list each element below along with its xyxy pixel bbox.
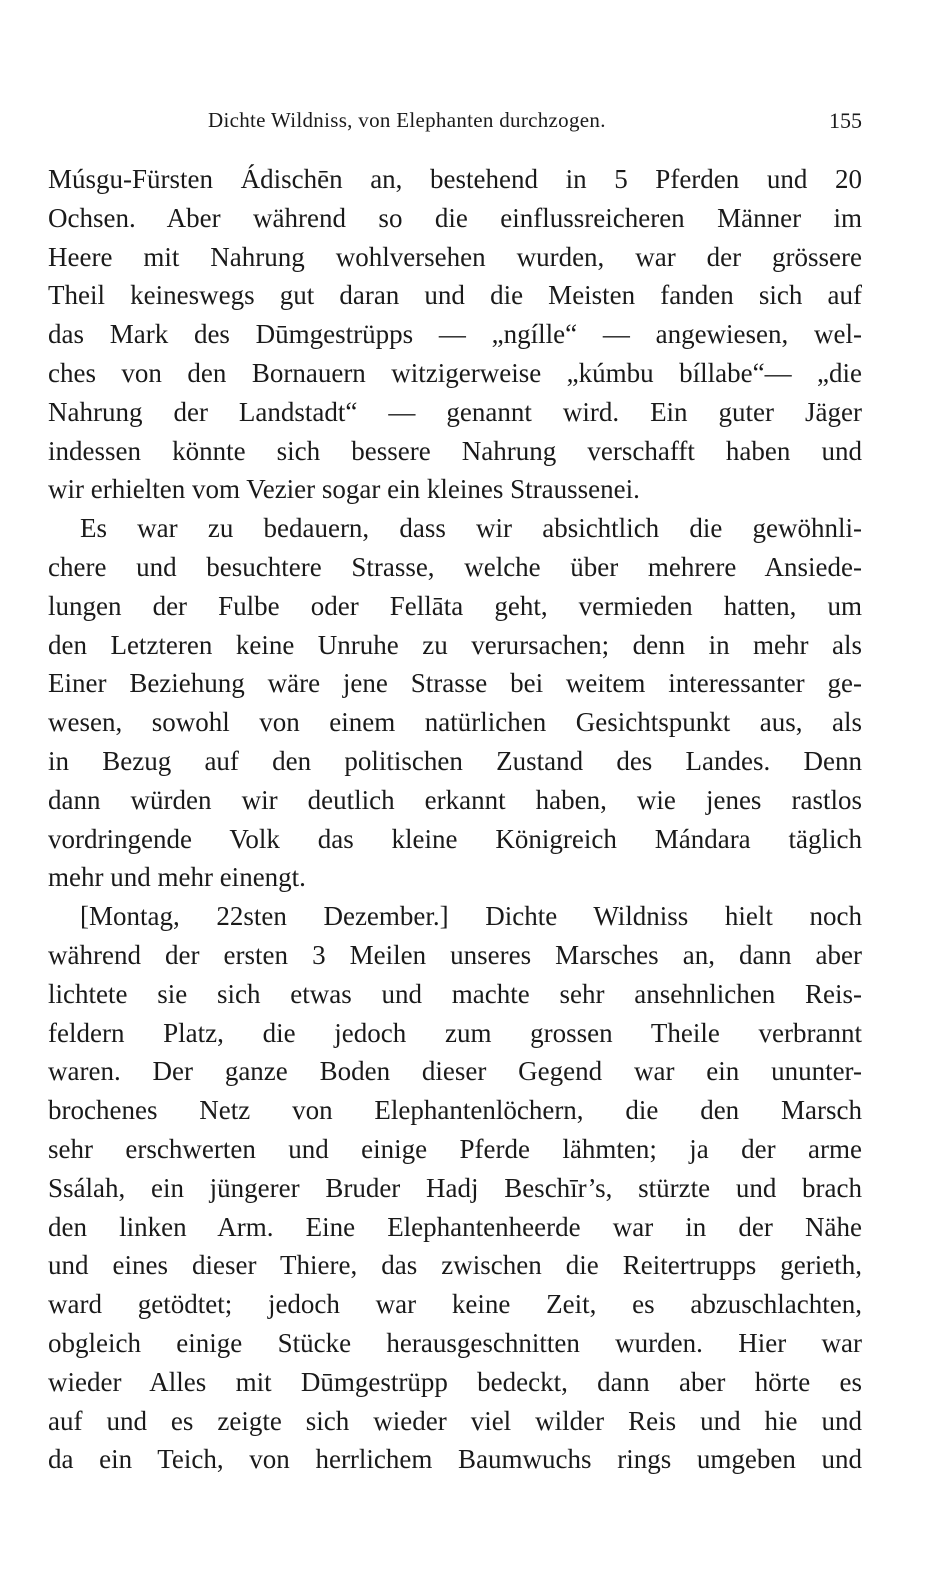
- text-line: ward getödtet; jedoch war keine Zeit, es abzuschlachten,: [48, 1289, 862, 1320]
- text-line: Músgu-Fürsten Ádischēn an, bestehend in 5 Pferden und 20: [48, 164, 862, 194]
- text-line: den Letzteren keine Unruhe zu verursachen; denn in mehr als: [48, 629, 862, 660]
- page-number: 155: [829, 108, 862, 133]
- paragraph-1: [48, 160, 862, 509]
- text-line: obgleich einige Stücke herausgeschnitten wurden. Hier war: [48, 1327, 862, 1358]
- body-text: [48, 160, 862, 1479]
- text-line: lungen der Fulbe oder Fellāta geht, vermieden hatten, um: [48, 590, 862, 621]
- text-line: Theil keineswegs gut daran und die Meisten fanden sich auf: [48, 280, 862, 311]
- text-line: wieder Alles mit Dūmgestrüpp bedeckt, dann aber hörte es: [48, 1366, 862, 1397]
- text-line: feldern Platz, die jedoch zum grossen Theile verbrannt: [48, 1017, 862, 1048]
- text-line: indessen könnte sich bessere Nahrung verschafft haben und: [48, 435, 862, 466]
- text-line: Ochsen. Aber während so die einflussreicheren Männer im: [48, 202, 862, 233]
- text-line: mehr und mehr einengt.: [48, 862, 306, 893]
- text-line: ches von den Bornauern witzigerweise „kúmbu bíllabe“— „die: [48, 357, 862, 388]
- text-line: während der ersten 3 Meilen unseres Marsches an, dann aber: [48, 939, 862, 970]
- text-line: sehr erschwerten und einige Pferde lähmten; ja der arme: [48, 1133, 862, 1164]
- text-line: in Bezug auf den politischen Zustand des Landes. Denn: [48, 745, 862, 776]
- paragraph-3: [48, 897, 862, 1479]
- text-line: Nahrung der Landstadt“ — genannt wird. Ein guter Jäger: [48, 396, 862, 427]
- text-line: das Mark des Dūmgestrüpps — „ngílle“ — angewiesen, wel-: [48, 319, 862, 350]
- text-line: Einer Beziehung wäre jene Strasse bei weitem interessanter ge-: [48, 668, 862, 699]
- text-line: Es war zu bedauern, dass wir absichtlich die gewöhnli-: [80, 513, 862, 544]
- text-line: Heere mit Nahrung wohlversehen wurden, war der grössere: [48, 241, 862, 272]
- text-line: wesen, sowohl von einem natürlichen Gesichtspunkt aus, als: [48, 707, 862, 738]
- text-line: Ssálah, ein jüngerer Bruder Hadj Beschīr’s, stürzte und brach: [48, 1172, 862, 1203]
- text-line: brochenes Netz von Elephantenlöchern, die den Marsch: [48, 1095, 862, 1126]
- running-head: [48, 108, 870, 140]
- text-line: vordringende Volk das kleine Königreich Mándara täglich: [48, 823, 862, 854]
- text-line: wir erhielten vom Vezier sogar ein kleines Straussenei.: [48, 474, 640, 505]
- text-line: [Montag, 22sten Dezember.] Dichte Wildniss hielt noch: [80, 901, 862, 932]
- text-line: waren. Der ganze Boden dieser Gegend war ein ununter-: [48, 1056, 862, 1087]
- text-line: lichtete sie sich etwas und machte sehr ansehnlichen Reis-: [48, 978, 862, 1009]
- text-line: chere und besuchtere Strasse, welche über mehrere Ansiede-: [48, 551, 862, 582]
- text-line: dann würden wir deutlich erkannt haben, wie jenes rastlos: [48, 784, 862, 815]
- text-line: da ein Teich, von herrlichem Baumwuchs rings umgeben und: [48, 1444, 862, 1475]
- running-title: Dichte Wildniss, von Elephanten durchzogen.: [208, 108, 606, 132]
- text-line: und eines dieser Thiere, das zwischen die Reitertrupps gerieth,: [48, 1250, 862, 1281]
- text-line: auf und es zeigte sich wieder viel wilder Reis und hie und: [48, 1405, 862, 1436]
- text-line: den linken Arm. Eine Elephantenheerde war in der Nähe: [48, 1211, 862, 1242]
- paragraph-2: [48, 509, 862, 897]
